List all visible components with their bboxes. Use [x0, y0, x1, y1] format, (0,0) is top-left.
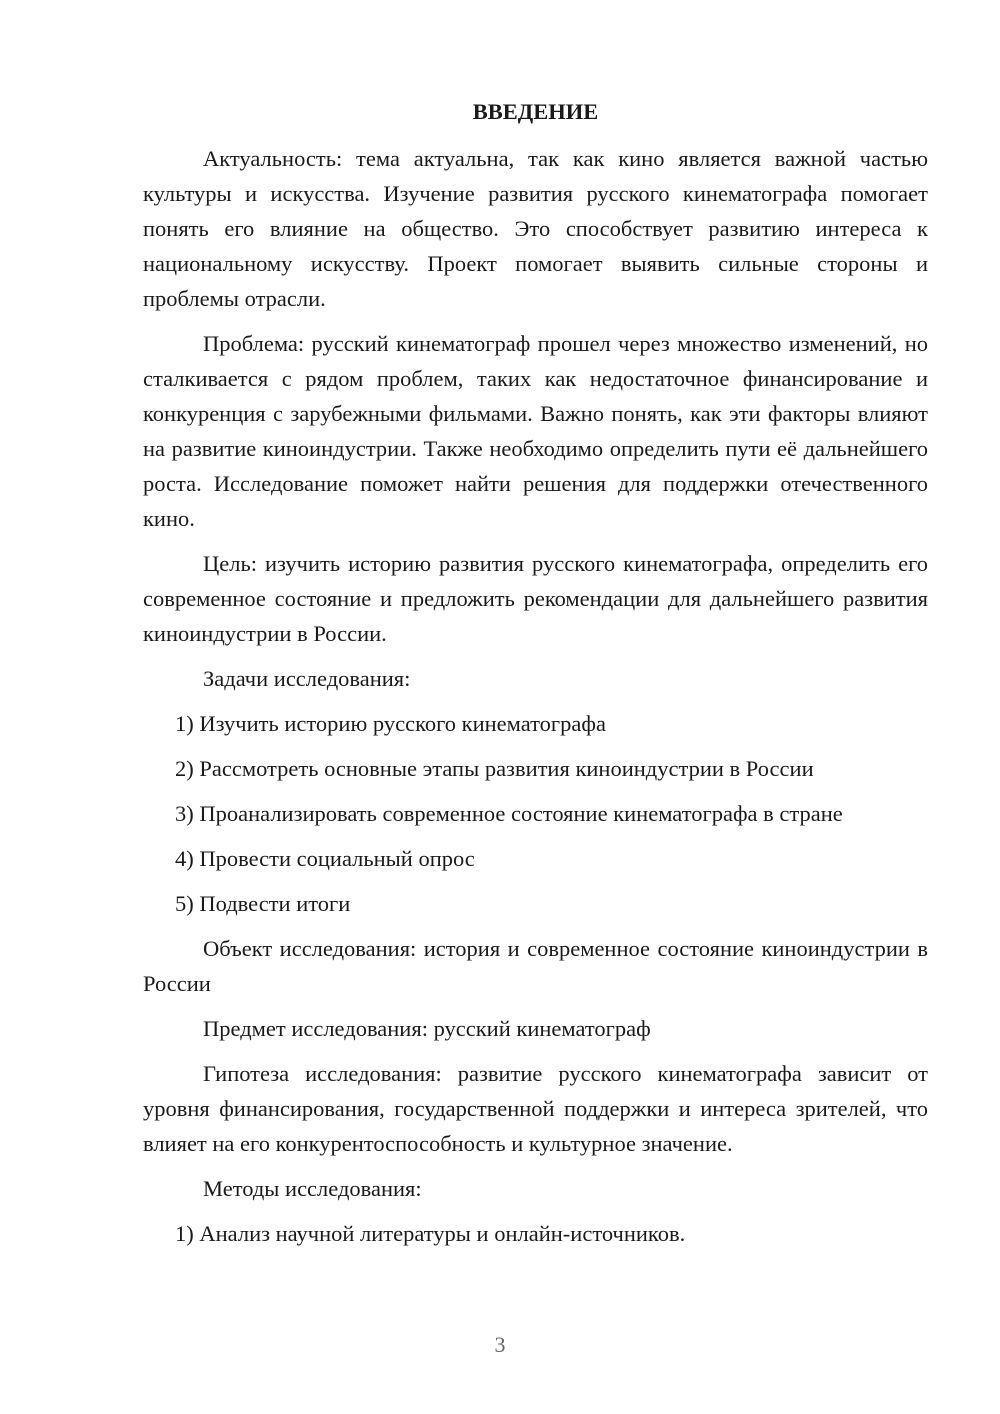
task-item: 1) Изучить историю русского кинематографа — [175, 711, 606, 736]
task-item: 2) Рассмотреть основные этапы развития киноиндустрии в России — [175, 756, 814, 781]
task-item: 3) Проанализировать современное состояние кинематографа в стране — [175, 801, 843, 826]
relevance-paragraph: Актуальность: тема актуальна, так как кино является важной частью культуры и искусства. Изучение развития русского кинематографа помогает понять его влияние на общество. Это способствует развитию интереса к национальному искусству. Проект помогает выявить сильные стороны и проблемы отрасли. — [143, 146, 928, 311]
task-item: 5) Подвести итоги — [175, 891, 351, 916]
subject-line: Предмет исследования: русский кинематограф — [203, 1016, 651, 1041]
section-heading: ВВЕДЕНИЕ — [472, 99, 599, 124]
document-page — [143, 94, 928, 1261]
method-item: 1) Анализ научной литературы и онлайн-источников. — [175, 1221, 686, 1246]
problem-paragraph: Проблема: русский кинематограф прошел через множество изменений, но сталкивается с рядом проблем, таких как недостаточное финансирование и конкуренция с зарубежными фильмами. Важно понять, как эти факторы влияют на развитие киноиндустрии. Также необходимо определить пути её дальнейшего роста. Исследование поможет найти решения для поддержки отечественного кино. — [143, 331, 928, 531]
task-item: 4) Провести социальный опрос — [175, 846, 475, 871]
page-number: 3 — [494, 1332, 506, 1357]
object-paragraph: Объект исследования: история и современное состояние киноиндустрии в России — [143, 936, 928, 996]
tasks-title: Задачи исследования: — [203, 666, 411, 691]
goal-paragraph: Цель: изучить историю развития русского кинематографа, определить его современное состояние и предложить рекомендации для дальнейшего развития киноиндустрии в России. — [143, 551, 928, 646]
methods-title: Методы исследования: — [203, 1176, 422, 1201]
hypothesis-paragraph: Гипотеза исследования: развитие русского кинематографа зависит от уровня финансирования, государственной поддержки и интереса зрителей, что влияет на его конкурентоспособность и культурное значение. — [143, 1061, 928, 1156]
